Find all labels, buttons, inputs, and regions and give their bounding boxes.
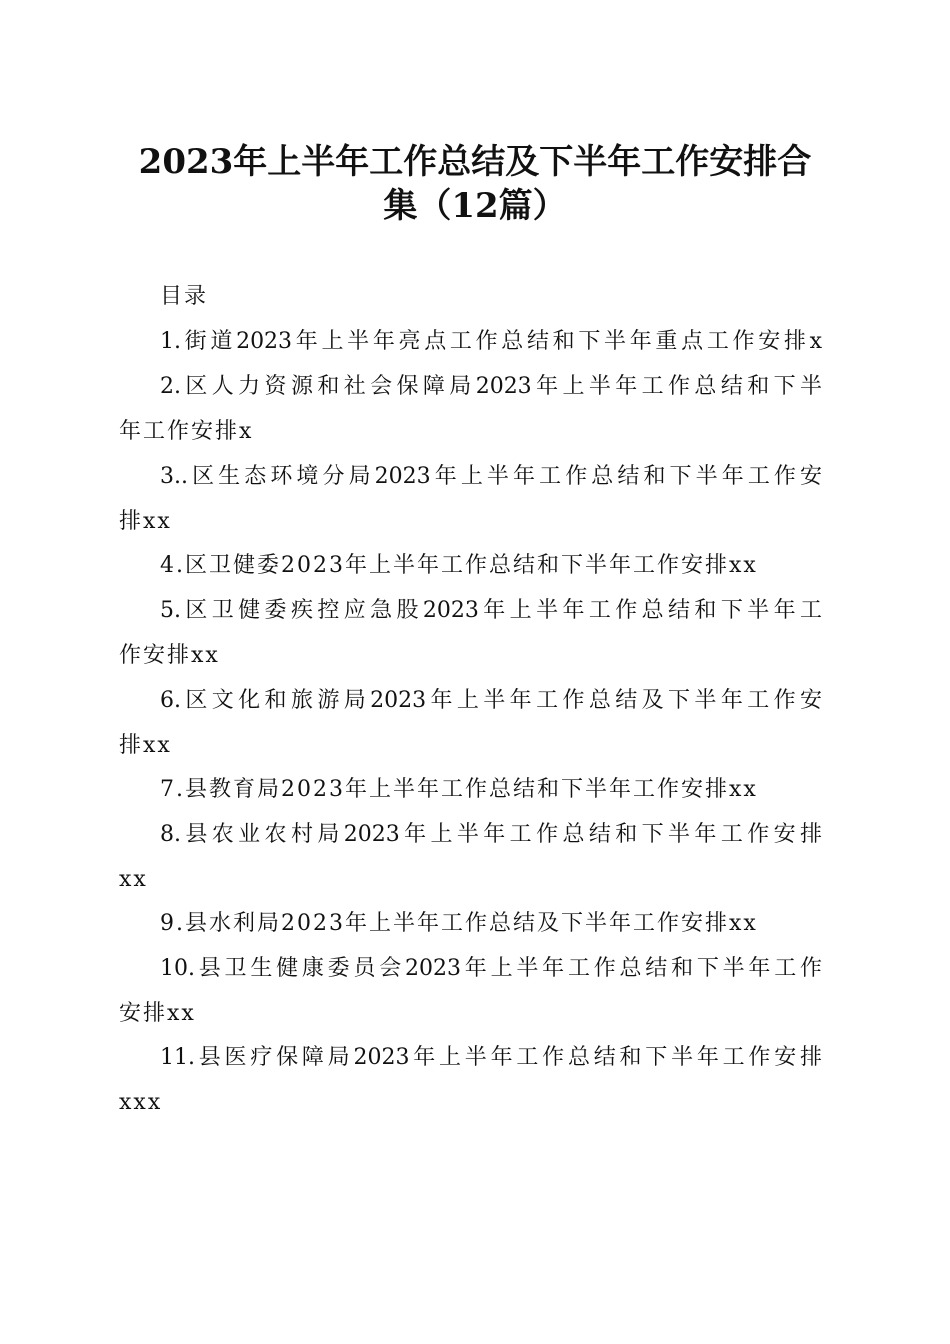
document-title-line-1: 2023年上半年工作总结及下半年工作安排合 [138,142,812,182]
toc-entry-8: 8.县农业农村局2023年上半年工作总结和下半年工作安排 [160,822,822,847]
toc-entry-8-cont: xx [119,867,148,892]
toc-entry-1: 1.街道2023年上半年亮点工作总结和下半年重点工作安排x [160,329,822,354]
toc-heading: 目录 [160,284,209,309]
toc-entry-6-cont: 排xx [119,733,172,758]
toc-entry-3: 3..区生态环境分局2023年上半年工作总结和下半年工作安 [160,464,822,489]
toc-entry-11: 11.县医疗保障局2023年上半年工作总结和下半年工作安排 [160,1045,822,1070]
toc-entry-10-cont: 安排xx [119,1001,196,1026]
toc-entry-11-cont: xxx [119,1090,163,1115]
document-title-line-2: 集（12篇） [383,186,567,226]
toc-entry-2: 2.区人力资源和社会保障局2023年上半年工作总结和下半 [160,374,822,399]
toc-entry-3-cont: 排xx [119,509,172,534]
toc-entry-9: 9.县水利局2023年上半年工作总结及下半年工作安排xx [160,911,758,936]
toc-entry-5-cont: 作安排xx [119,643,220,668]
toc-entry-10: 10.县卫生健康委员会2023年上半年工作总结和下半年工作 [160,956,822,981]
toc-entry-7: 7.县教育局2023年上半年工作总结和下半年工作安排xx [160,777,758,802]
toc-entry-4: 4.区卫健委2023年上半年工作总结和下半年工作安排xx [160,553,758,578]
toc-entry-6: 6.区文化和旅游局2023年上半年工作总结及下半年工作安 [160,688,822,713]
toc-entry-2-cont: 年工作安排x [119,419,254,444]
toc-entry-5: 5.区卫健委疾控应急股2023年上半年工作总结和下半年工 [160,598,822,623]
